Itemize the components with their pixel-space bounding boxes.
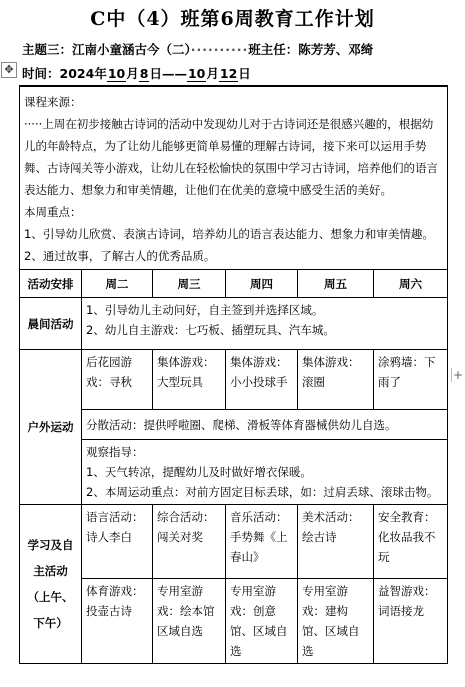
observe-heading: 观察指导： [86, 445, 144, 459]
study-cell: 体育游戏：投壶古诗 [82, 579, 153, 664]
arrangement-label: 活动安排 [20, 270, 82, 298]
time-day-end: 12 [219, 66, 238, 81]
study-cell: 专用室游戏：创意馆、区域自选 [226, 579, 298, 664]
time-month-start: 10 [107, 66, 126, 81]
time-month-unit-start: 月 [126, 66, 139, 81]
study-cell: 专用室游戏：建构馆、区域自选 [298, 579, 374, 664]
study-cell: 语言活动：诗人李白 [82, 505, 153, 579]
add-row-icon[interactable]: + [452, 368, 464, 382]
outdoor-group-cell: 集体游戏：小小投球手 [226, 350, 298, 410]
theme-value: 江南小童涵古今（二） [72, 42, 191, 57]
observe-item-1: 1、天气转凉，提醒幼儿及时做好增衣保暖。 [86, 465, 312, 479]
study-cell: 安全教育：化妆品我不玩 [374, 505, 448, 579]
theme-line [22, 40, 373, 58]
time-line [22, 64, 251, 82]
study-label-line: 主活动 [33, 564, 68, 578]
study-cell: 美术活动：绘古诗 [298, 505, 374, 579]
time-month-end: 10 [187, 66, 206, 81]
study-cell: 音乐活动：手势舞《上春山》 [226, 505, 298, 579]
table-move-handle-icon[interactable]: ✥ [1, 62, 17, 78]
observe-cell [82, 440, 448, 505]
focus-item-2: 2、通过故事，了解古人的优秀品质。 [24, 249, 216, 263]
outdoor-label: 户外运动 [20, 350, 82, 505]
day-header: 周五 [298, 270, 374, 298]
theme-label: 主题三： [22, 42, 73, 57]
time-month-unit-end: 月 [206, 66, 219, 81]
day-header: 周四 [226, 270, 298, 298]
teacher-value: 陈芳芳、邓绮 [298, 42, 374, 57]
focus-heading: 本周重点： [24, 205, 82, 219]
teacher-label: 班主任： [248, 42, 299, 57]
time-year-unit: 年 [94, 66, 107, 81]
morning-label: 晨间活动 [20, 298, 82, 350]
day-header: 周三 [153, 270, 226, 298]
morning-content [82, 298, 448, 350]
outdoor-group-cell: 涂鸦墙：下雨了 [374, 350, 448, 410]
morning-item-1: 1、引导幼儿主动问好，自主签到并选择区域。 [86, 303, 324, 317]
time-year: 2024 [59, 66, 95, 81]
study-label-line: （上午、 [27, 590, 74, 604]
weekly-plan-table [19, 85, 448, 664]
study-label-line: 下午） [33, 616, 68, 630]
outdoor-group-cell: 集体游戏：滚圈 [298, 350, 374, 410]
outdoor-group-cell: 后花园游戏：寻秋 [82, 350, 153, 410]
observe-item-2: 2、本周运动重点：对前方固定目标丢球，如：过肩丢球、滚球击物。 [86, 485, 439, 499]
source-heading: 课程来源： [24, 95, 82, 109]
source-body: ·····上周在初步接触古诗词的活动中发现幼儿对于古诗词还是很感兴趣的，根据幼儿的年龄特点，为了让幼儿能够更简单易懂的理解古诗词，接下来可以运用手势舞、古诗闯关等小游戏，让幼儿在轻松愉快的氛围中学习古诗词，培养他们的语言表达能力、想象力和审美情趣，让他们在优美的意境中感受生活的美好。 [24, 117, 438, 197]
day-header: 周二 [82, 270, 153, 298]
time-day-unit-end: 日 [238, 66, 251, 81]
focus-item-1: 1、引导幼儿欣赏、表演古诗词，培养幼儿的语言表达能力、想象力和审美情趣。 [24, 227, 434, 241]
dots-leader: ·········· [190, 42, 249, 57]
study-label [20, 505, 82, 664]
time-separator: —— [161, 66, 187, 81]
day-header: 周六 [374, 270, 448, 298]
study-cell: 综合活动：闯关对奖 [153, 505, 226, 579]
page-title: C中（4）班第6周教育工作计划 [90, 8, 375, 30]
time-day-start: 8 [139, 66, 149, 81]
time-day-unit-start: 日 [149, 66, 162, 81]
study-cell: 专用室游戏：绘本馆区域自选 [153, 579, 226, 664]
outdoor-group-cell: 集体游戏：大型玩具 [153, 350, 226, 410]
time-label: 时间： [22, 66, 60, 81]
study-label-line: 学习及自 [27, 538, 74, 552]
outdoor-free-cell: 分散活动：提供呼啦圈、爬梯、滑板等体育器械供幼儿自选。 [82, 410, 448, 440]
morning-item-2: 2、幼儿自主游戏：七巧板、插塑玩具、汽车城。 [86, 323, 335, 337]
study-cell: 益智游戏：词语接龙 [374, 579, 448, 664]
course-source-cell [20, 86, 448, 270]
